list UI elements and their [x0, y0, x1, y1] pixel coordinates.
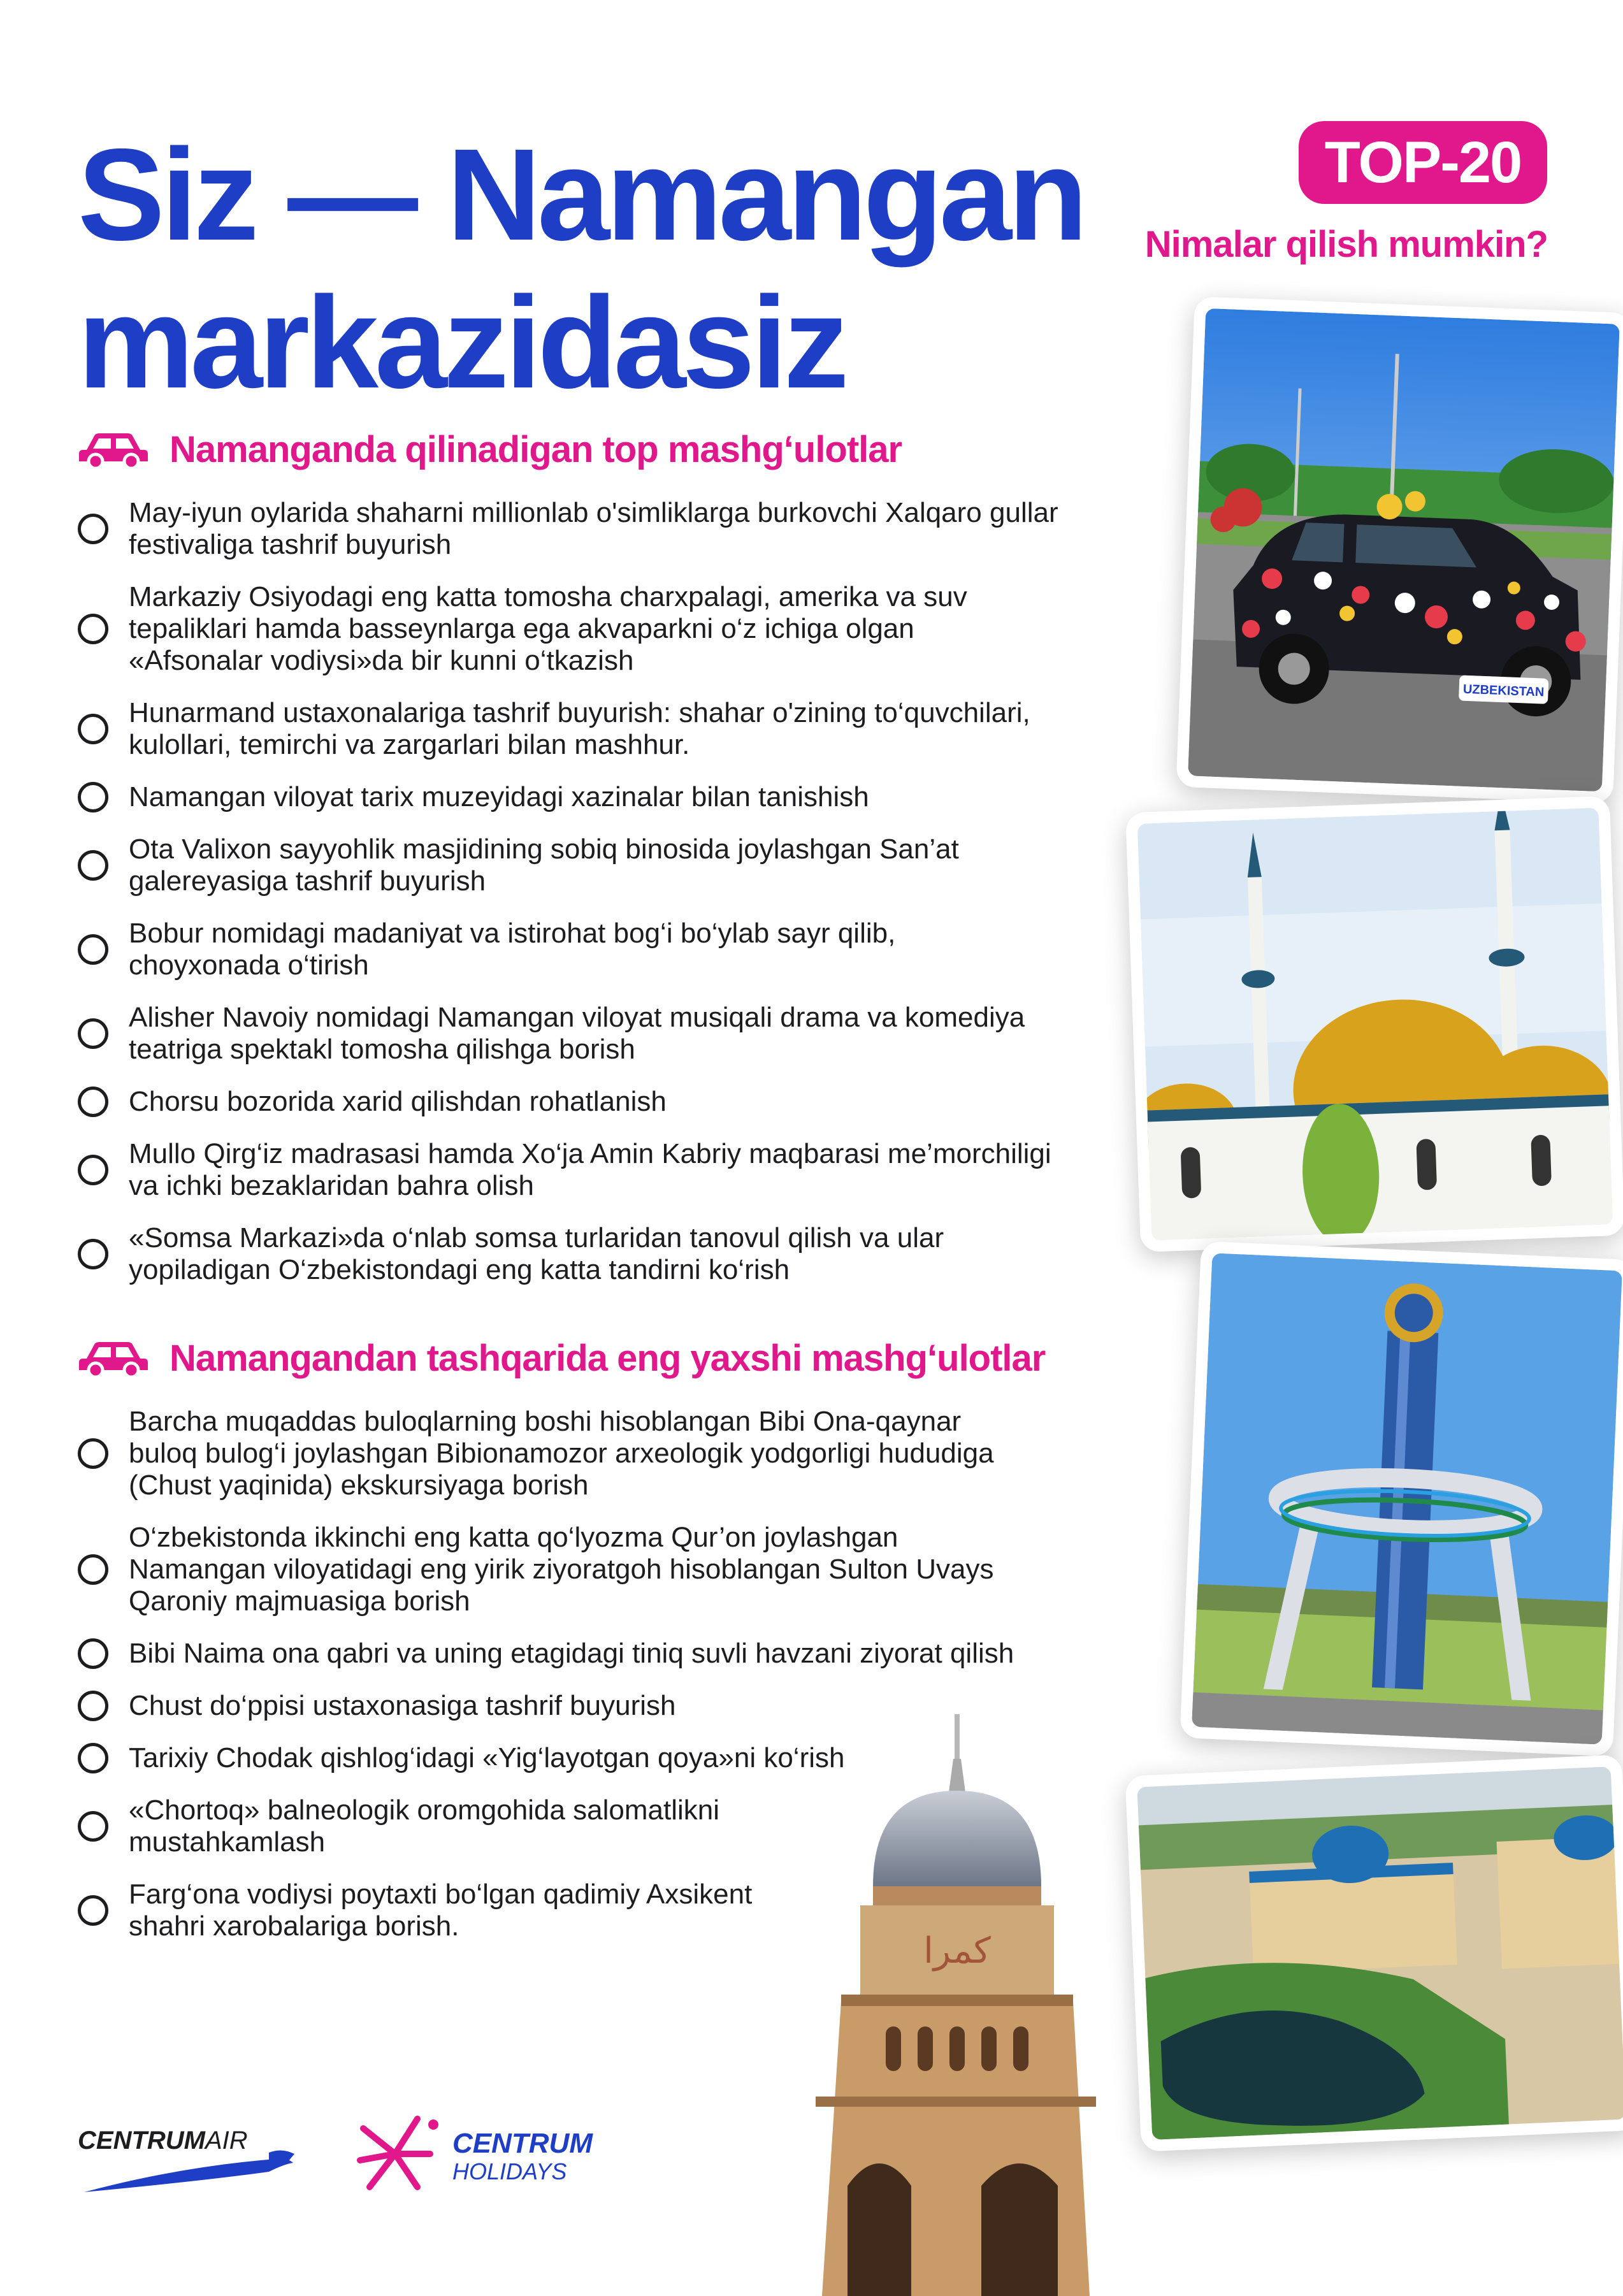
- checklist-item: [78, 834, 1072, 897]
- checklist-item-line: Tarixiy Chodak qishlog‘idagi «Yig‘layotgan qoya»ni ko‘rish: [129, 1742, 845, 1773]
- car-icon: [78, 431, 149, 469]
- checklist-item-text: [129, 1002, 1025, 1065]
- page-title: [78, 121, 1097, 417]
- section-heading-outside-namangan: [78, 1337, 1045, 1380]
- section-heading-label: Namangandan tashqarida eng yaxshi mashg‘ulotlar: [170, 1338, 1046, 1379]
- centrum-air-logo: [78, 2122, 307, 2199]
- checklist-item-line: shahri xarobalariga borish.: [129, 1910, 459, 1942]
- checklist-item-line: Chorsu bozorida xarid qilishdan rohatlanish: [129, 1086, 667, 1117]
- checklist-item-text: [129, 834, 959, 897]
- checkbox-circle-icon[interactable]: [78, 1239, 108, 1269]
- checklist-item: [78, 781, 1072, 813]
- checklist-item: [78, 497, 1072, 561]
- checkbox-circle-icon[interactable]: [78, 1638, 108, 1669]
- checkbox-circle-icon[interactable]: [78, 1018, 108, 1049]
- checklist-item-text: [129, 781, 869, 813]
- checklist-item-line: tepaliklari hamda basseynlarga ega akvaparkni o‘z ichiga olgan: [129, 613, 914, 644]
- checklist-item-line: Barcha muqaddas buloqlarning boshi hisoblangan Bibi Ona-qaynar: [129, 1406, 962, 1437]
- checkbox-circle-icon[interactable]: [78, 1554, 108, 1585]
- checklist-item-text: [129, 1138, 1051, 1202]
- logo-holidays-line2: HOLIDAYS: [452, 2158, 567, 2184]
- checklist-item-line: (Chust yaqinida) ekskursiyaga borish: [129, 1469, 589, 1501]
- checklist-item: [78, 1522, 1072, 1617]
- checklist-item-text: [129, 1742, 844, 1774]
- checklist-item-line: Namangan viloyat tarix muzeyidagi xazinalar bilan tanishish: [129, 781, 869, 812]
- checkbox-circle-icon[interactable]: [78, 1691, 108, 1721]
- photo-complex-pond: [1125, 1754, 1623, 2151]
- star-burst-icon: [360, 2119, 430, 2187]
- badge-subtitle: Nimalar qilish mumkin?: [1144, 224, 1548, 265]
- checkbox-circle-icon[interactable]: [78, 1743, 108, 1773]
- photo-minaret: [790, 1695, 1122, 2296]
- checklist-item-line: Farg‘ona vodiysi poytaxti bo‘lgan qadimiy Axsikent: [129, 1879, 753, 1910]
- checklist-item-line: O‘zbekistonda ikkinchi eng katta qo‘lyozma Qur’on joylashgan: [129, 1522, 898, 1553]
- section-heading-in-namangan: [78, 428, 902, 471]
- checklist-item-line: va ichki bezaklaridan bahra olish: [129, 1170, 534, 1201]
- checklist-item-text: [129, 1690, 675, 1722]
- checklist-item-text: [129, 1222, 944, 1286]
- checklist-item-line: Chust do‘ppisi ustaxonasiga tashrif buyurish: [129, 1690, 676, 1721]
- title-line-2: markazidasiz: [78, 270, 846, 415]
- checklist-item-line: «Chortoq» balneologik oromgohida salomatlikni: [129, 1794, 720, 1826]
- logo-centrum-text: CENTRUM: [78, 2126, 205, 2155]
- checklist-item-line: mustahkamlash: [129, 1826, 326, 1858]
- activities-list-namangan: [78, 497, 1072, 1306]
- checkbox-circle-icon[interactable]: [78, 714, 108, 744]
- checkbox-circle-icon[interactable]: [78, 1895, 108, 1926]
- checklist-item-text: [129, 581, 967, 677]
- checklist-item-line: Ota Valixon sayyohlik masjidining sobiq binosida joylashgan San’at: [129, 834, 959, 865]
- checklist-item-text: [129, 1086, 667, 1118]
- checkbox-circle-icon[interactable]: [78, 1155, 108, 1185]
- section-heading-label: Namanganda qilinadigan top mashg‘ulotlar: [170, 429, 902, 470]
- logo-holidays-line1: CENTRUM: [452, 2128, 593, 2159]
- checkbox-circle-icon[interactable]: [78, 1811, 108, 1842]
- checklist-item: [78, 1002, 1072, 1065]
- checklist-item-line: buloq bulog‘i joylashgan Bibionamozor arxeologik yodgorligi hududiga: [129, 1438, 994, 1469]
- logo-air-text: AIR: [205, 2126, 248, 2155]
- checklist-item: [78, 1406, 1072, 1501]
- checklist-item-text: [129, 918, 895, 981]
- checklist-item-line: festivaliga tashrif buyurish: [129, 529, 452, 560]
- checklist-item: [78, 1086, 1072, 1118]
- checklist-item-line: May-iyun oylarida shaharni millionlab o'simliklarga burkovchi Xalqaro gullar: [129, 497, 1058, 528]
- checklist-item-line: Namangan viloyatidagi eng yirik ziyoratgoh hisoblangan Sulton Uvays: [129, 1554, 994, 1585]
- checklist-item-text: [129, 497, 1058, 561]
- checklist-item: [78, 1222, 1072, 1286]
- checklist-item-line: Bobur nomidagi madaniyat va istirohat bog‘i bo‘ylab sayr qilib,: [129, 918, 896, 949]
- photo-mosque: [1125, 796, 1623, 1252]
- checkbox-circle-icon[interactable]: [78, 1438, 108, 1469]
- checklist-item: [78, 1638, 1072, 1670]
- checkbox-circle-icon[interactable]: [78, 850, 108, 881]
- checklist-item-line: «Afsonalar vodiysi»da bir kunni o‘tkazish: [129, 645, 634, 676]
- checklist-item-line: Qaroniy majmuasiga borish: [129, 1585, 470, 1617]
- tower-inscription: کمرا: [923, 1930, 991, 1972]
- checklist-item-line: teatriga spektakl tomosha qilishga borish: [129, 1034, 635, 1065]
- checklist-item-line: Hunarmand ustaxonalariga tashrif buyurish: shahar o'zining to‘quvchilari,: [129, 697, 1030, 728]
- checklist-item-text: [129, 1406, 994, 1501]
- title-line-1: Siz — Namangan: [78, 122, 1085, 268]
- checkbox-circle-icon[interactable]: [78, 782, 108, 812]
- checklist-item: [78, 918, 1072, 981]
- checklist-item-line: Bibi Naima ona qabri va uning etagidagi tiniq suvli havzani ziyorat qilish: [129, 1638, 1014, 1669]
- checkbox-circle-icon[interactable]: [78, 514, 108, 544]
- checklist-item-line: Mullo Qirg‘iz madrasasi hamda Xo‘ja Amin Kabriy maqbarasi me’morchiligi: [129, 1138, 1051, 1169]
- checklist-item-line: galereyasiga tashrif buyurish: [129, 865, 486, 897]
- checklist-item-text: [129, 1638, 1014, 1670]
- checklist-item-text: [129, 1522, 993, 1617]
- photo-monument: [1179, 1241, 1623, 1757]
- checklist-item: [78, 697, 1072, 761]
- checklist-item-line: choyxonada o‘tirish: [129, 949, 369, 981]
- checklist-item-line: Markaziy Osiyodagi eng katta tomosha charxpalagi, amerika va suv: [129, 581, 967, 612]
- checklist-item-line: Alisher Navoiy nomidagi Namangan viloyat musiqali drama va komediya: [129, 1002, 1025, 1033]
- checkbox-circle-icon[interactable]: [78, 934, 108, 965]
- car-plate-text: UZBEKISTAN: [1462, 682, 1545, 700]
- checklist-item-line: yopiladigan O‘zbekistondagi eng katta tandirni ko‘rish: [129, 1254, 790, 1285]
- checklist-item-line: kulollari, temirchi va zargarlari bilan mashhur.: [129, 729, 690, 760]
- checklist-item-line: «Somsa Markazi»da o‘nlab somsa turlaridan tanovul qilish va ular: [129, 1222, 944, 1253]
- checklist-item: [78, 1138, 1072, 1202]
- svg-text:CENTRUMAIR: [78, 2126, 248, 2155]
- checkbox-circle-icon[interactable]: [78, 614, 108, 644]
- top-20-badge: TOP-20: [1299, 121, 1547, 204]
- centrum-holidays-logo: [357, 2116, 650, 2192]
- checklist-item-text: [129, 697, 1030, 761]
- checklist-item-text: [129, 1794, 719, 1858]
- checklist-item: [78, 581, 1072, 677]
- photo-flower-festival-car: [1176, 296, 1623, 804]
- checklist-item-text: [129, 1879, 752, 1942]
- checkbox-circle-icon[interactable]: [78, 1087, 108, 1117]
- car-icon: [78, 1339, 149, 1378]
